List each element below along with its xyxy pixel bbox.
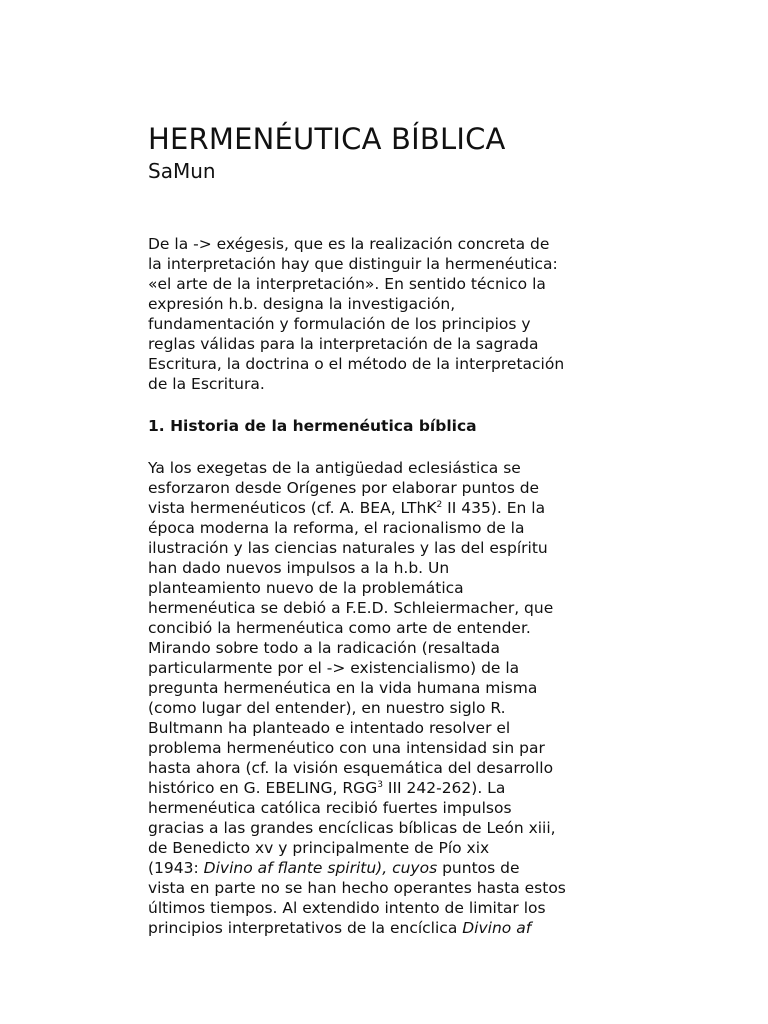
text-segment: principios interpretativos de la encíclica	[148, 919, 463, 937]
text-line	[148, 858, 626, 878]
text-line: vista en parte no se han hecho operantes hasta estos	[148, 879, 566, 897]
text-line: pregunta hermenéutica en la vida humana misma	[148, 679, 538, 697]
intro-paragraph	[148, 234, 626, 394]
text-line: «el arte de la interpretación». En sentido técnico la	[148, 275, 546, 293]
text-line: planteamiento nuevo de la problemática	[148, 579, 464, 597]
text-line: Ya los exegetas de la antigüedad eclesiástica se	[148, 459, 521, 477]
text-line: concibió la hermenéutica como arte de entender.	[148, 619, 531, 637]
text-line: ilustración y las ciencias naturales y las del espíritu	[148, 539, 548, 557]
text-segment: II 435). En la	[442, 499, 546, 517]
text-line: gracias a las grandes encíclicas bíblicas de León xiii,	[148, 819, 556, 837]
section-paragraph	[148, 458, 626, 938]
text-segment: histórico en G. EBELING, RGG	[148, 779, 378, 797]
text-line: Mirando sobre todo a la radicación (resaltada	[148, 639, 500, 657]
text-line: época moderna la reforma, el racionalismo de la	[148, 519, 525, 537]
text-line: De la -> exégesis, que es la realización concreta de	[148, 235, 550, 253]
text-line: la interpretación hay que distinguir la hermenéutica:	[148, 255, 558, 273]
text-line: reglas válidas para la interpretación de la sagrada	[148, 335, 539, 353]
italic-text: Divino af flante spiritu), cuyos	[203, 859, 443, 877]
text-line: Bultmann ha planteado e intentado resolver el	[148, 719, 511, 737]
text-segment: vista hermenéuticos (cf. A. BEA, LThK	[148, 499, 437, 517]
text-line: de Benedicto xv y principalmente de Pío xix	[148, 839, 490, 857]
text-line: hermenéutica católica recibió fuertes impulsos	[148, 799, 512, 817]
text-line	[148, 778, 626, 798]
superscript: 2	[436, 500, 443, 510]
document-page	[148, 120, 626, 960]
document-title: HERMENÉUTICA BÍBLICA	[148, 122, 506, 156]
text-line	[148, 918, 626, 938]
text-line: particularmente por el -> existencialismo) de la	[148, 659, 520, 677]
text-line: expresión h.b. designa la investigación,	[148, 295, 456, 313]
text-line: hermenéutica se debió a F.E.D. Schleiermacher, que	[148, 599, 554, 617]
document-author: SaMun	[148, 159, 216, 183]
text-line: fundamentación y formulación de los principios y	[148, 315, 531, 333]
italic-text: Divino af	[462, 919, 532, 937]
text-line: (como lugar del entender), en nuestro siglo R.	[148, 699, 506, 717]
text-line: de la Escritura.	[148, 375, 265, 393]
superscript: 3	[377, 780, 383, 790]
text-line: Escritura, la doctrina o el método de la interpretación	[148, 355, 565, 373]
text-line	[148, 498, 626, 518]
text-line: han dado nuevos impulsos a la h.b. Un	[148, 559, 450, 577]
text-line: esforzaron desde Orígenes por elaborar puntos de	[148, 479, 540, 497]
text-line: problema hermenéutico con una intensidad sin par	[148, 739, 545, 757]
text-segment: puntos de	[442, 859, 520, 877]
text-line: últimos tiempos. Al extendido intento de limitar los	[148, 899, 546, 917]
text-line: hasta ahora (cf. la visión esquemática del desarrollo	[148, 759, 554, 777]
text-segment: III 242-262). La	[382, 779, 506, 797]
section-heading: 1. Historia de la hermenéutica bíblica	[148, 417, 477, 435]
text-segment: (1943:	[148, 859, 204, 877]
